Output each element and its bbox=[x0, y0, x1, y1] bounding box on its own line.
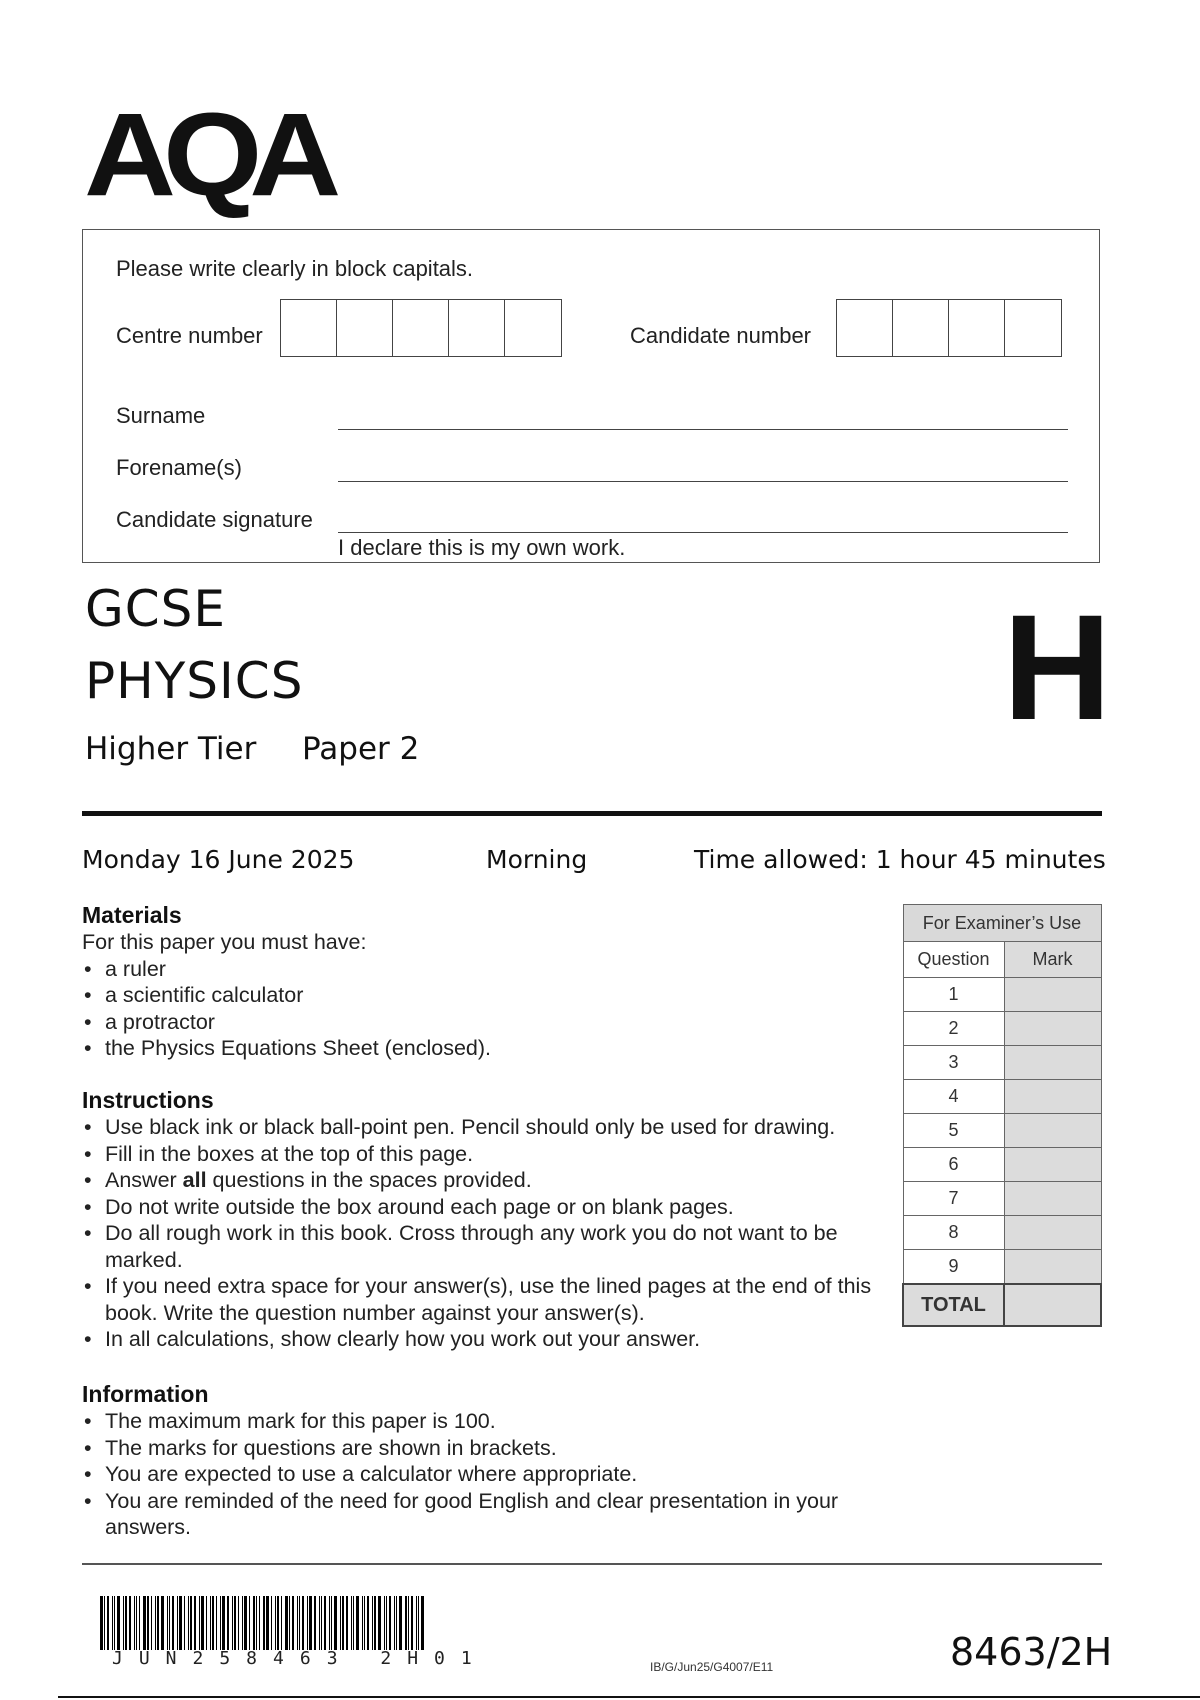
information-item: • You are expected to use a calculator where appropriate. bbox=[82, 1461, 882, 1488]
barcode-bar bbox=[297, 1596, 298, 1650]
mark-cell bbox=[1004, 1114, 1101, 1148]
total-label: TOTAL bbox=[903, 1284, 1004, 1326]
question-number: 4 bbox=[903, 1080, 1004, 1114]
information-heading: Information bbox=[82, 1381, 209, 1407]
paper-reference: IB/G/Jun25/G4007/E11 bbox=[650, 1660, 774, 1674]
barcode-bar bbox=[253, 1596, 255, 1650]
instructions-section bbox=[82, 1087, 882, 1353]
barcode-bar bbox=[334, 1596, 337, 1650]
candidate-number-digit[interactable] bbox=[949, 300, 1005, 356]
centre-number-digit[interactable] bbox=[505, 300, 561, 356]
instructions-heading: Instructions bbox=[82, 1087, 214, 1113]
barcode-bar bbox=[201, 1596, 204, 1650]
barcode-bar bbox=[190, 1596, 192, 1650]
barcode-bar bbox=[184, 1596, 185, 1650]
candidate-number-label: Candidate number bbox=[630, 323, 812, 348]
barcode-bar bbox=[362, 1596, 363, 1650]
barcode-bar bbox=[161, 1596, 164, 1650]
barcode-bar bbox=[319, 1596, 320, 1650]
mark-cell bbox=[1004, 1182, 1101, 1216]
barcode-bar bbox=[242, 1596, 243, 1650]
forenames-field[interactable] bbox=[338, 481, 1068, 482]
candidate-number-digit[interactable] bbox=[893, 300, 949, 356]
mark-cell bbox=[1004, 1250, 1101, 1285]
barcode-bar bbox=[356, 1596, 359, 1650]
barcode-bar bbox=[169, 1596, 170, 1650]
barcode-bar bbox=[227, 1596, 229, 1650]
materials-heading: Materials bbox=[82, 902, 182, 928]
barcode-bar bbox=[266, 1596, 269, 1650]
barcode-bar bbox=[275, 1596, 276, 1650]
barcode-bar bbox=[167, 1596, 168, 1650]
instruction-item: • Answer all questions in the spaces provided. bbox=[82, 1167, 882, 1194]
barcode-bar bbox=[194, 1596, 196, 1650]
barcode-bar bbox=[220, 1596, 221, 1650]
barcode-bar bbox=[307, 1596, 308, 1650]
mark-cell bbox=[1004, 1148, 1101, 1182]
barcode-bar bbox=[222, 1596, 225, 1650]
footer-divider bbox=[82, 1563, 1102, 1565]
centre-number-digit[interactable] bbox=[281, 300, 337, 356]
instruction-item: • Do not write outside the box around each page or on blank pages. bbox=[82, 1194, 882, 1221]
question-number: 3 bbox=[903, 1046, 1004, 1080]
question-number: 9 bbox=[903, 1250, 1004, 1285]
subject-title: PHYSICS bbox=[85, 652, 304, 710]
declaration-text: I declare this is my own work. bbox=[338, 535, 626, 560]
candidate-number-digit[interactable] bbox=[837, 300, 893, 356]
barcode-bar bbox=[421, 1596, 424, 1650]
page-bottom-rule bbox=[58, 1696, 1200, 1698]
question-number: 8 bbox=[903, 1216, 1004, 1250]
question-column-header: Question bbox=[903, 942, 1004, 978]
materials-item: • a ruler bbox=[82, 956, 882, 983]
surname-field[interactable] bbox=[338, 429, 1068, 430]
candidate-number-field[interactable] bbox=[836, 299, 1062, 357]
question-number: 5 bbox=[903, 1114, 1004, 1148]
mark-column-header: Mark bbox=[1004, 942, 1101, 978]
aqa-logo: AQA bbox=[84, 89, 329, 221]
barcode-bar bbox=[212, 1596, 214, 1650]
barcode-bar bbox=[302, 1596, 304, 1650]
barcode-bar bbox=[396, 1596, 397, 1650]
barcode-bar bbox=[418, 1596, 419, 1650]
barcode-bar bbox=[299, 1596, 300, 1650]
information-section bbox=[82, 1381, 882, 1541]
barcode-bar bbox=[289, 1596, 290, 1650]
barcode-bar bbox=[123, 1596, 124, 1650]
question-number: 6 bbox=[903, 1148, 1004, 1182]
materials-item: • a scientific calculator bbox=[82, 982, 882, 1009]
barcode-bar bbox=[244, 1596, 247, 1650]
barcode-bar bbox=[321, 1596, 322, 1650]
materials-section bbox=[82, 902, 882, 1062]
barcode-bar bbox=[405, 1596, 407, 1650]
barcode-bar bbox=[129, 1596, 131, 1650]
barcode-bar bbox=[216, 1596, 217, 1650]
barcode-bar bbox=[285, 1596, 288, 1650]
signature-field[interactable] bbox=[338, 532, 1068, 533]
instructions-list bbox=[82, 1114, 882, 1353]
barcode-bar bbox=[281, 1596, 282, 1650]
barcode-bar bbox=[277, 1596, 279, 1650]
barcode-bar bbox=[136, 1596, 137, 1650]
instruction-item: • Do all rough work in this book. Cross through any work you do not want to be marked. bbox=[82, 1220, 882, 1273]
question-number: 1 bbox=[903, 978, 1004, 1012]
barcode-bar bbox=[114, 1596, 115, 1650]
barcode-bar bbox=[155, 1596, 156, 1650]
instruction-item: • In all calculations, show clearly how you work out your answer. bbox=[82, 1326, 882, 1353]
barcode-bar bbox=[234, 1596, 236, 1650]
barcode-bar bbox=[309, 1596, 312, 1650]
barcode-bar bbox=[389, 1596, 391, 1650]
information-item: • The marks for questions are shown in brackets. bbox=[82, 1435, 882, 1462]
forenames-label: Forename(s) bbox=[116, 455, 242, 480]
barcode-bar bbox=[263, 1596, 265, 1650]
barcode-bar bbox=[249, 1596, 250, 1650]
barcode-bar bbox=[399, 1596, 402, 1650]
materials-intro: For this paper you must have: bbox=[82, 930, 367, 954]
barcode-bar bbox=[147, 1596, 149, 1650]
barcode-bar bbox=[125, 1596, 127, 1650]
barcode-bar bbox=[342, 1596, 344, 1650]
barcode-bar bbox=[384, 1596, 385, 1650]
barcode-bar bbox=[416, 1596, 417, 1650]
barcode-bar bbox=[177, 1596, 178, 1650]
barcode-bar bbox=[139, 1596, 140, 1650]
barcode-bar bbox=[104, 1596, 105, 1650]
instruction-item: • If you need extra space for your answer(s), use the lined pages at the end of this book. Write the question number against your answer(s). bbox=[82, 1273, 882, 1326]
barcode-bar bbox=[408, 1596, 409, 1650]
barcode-bar bbox=[172, 1596, 174, 1650]
barcode-bar bbox=[117, 1596, 120, 1650]
barcode-bar bbox=[238, 1596, 239, 1650]
centre-number-label: Centre number bbox=[116, 323, 263, 348]
barcode-bar bbox=[206, 1596, 207, 1650]
barcode-bar bbox=[188, 1596, 189, 1650]
instruction-item: • Use black ink or black ball-point pen. Pencil should only be used for drawing. bbox=[82, 1114, 882, 1141]
question-number: 7 bbox=[903, 1182, 1004, 1216]
barcode-bar bbox=[107, 1596, 109, 1650]
barcode-bar bbox=[199, 1596, 200, 1650]
total-mark-cell bbox=[1004, 1284, 1101, 1326]
barcode-bar bbox=[329, 1596, 330, 1650]
tier-letter: H bbox=[1003, 583, 1112, 751]
mark-cell bbox=[1004, 978, 1101, 1012]
candidate-number-digit[interactable] bbox=[1005, 300, 1061, 356]
barcode-bar bbox=[134, 1596, 135, 1650]
examiners-use-table bbox=[902, 904, 1102, 1327]
mark-cell bbox=[1004, 1046, 1101, 1080]
materials-list bbox=[82, 956, 882, 1062]
barcode-bar bbox=[151, 1596, 152, 1650]
surname-label: Surname bbox=[116, 403, 206, 428]
barcode-bar bbox=[331, 1596, 332, 1650]
barcode-bar bbox=[292, 1596, 294, 1650]
barcode-bar bbox=[324, 1596, 326, 1650]
barcode-bar bbox=[353, 1596, 354, 1650]
barcode-bar bbox=[351, 1596, 352, 1650]
materials-item: • a protractor bbox=[82, 1009, 882, 1036]
paper-code: 8463/2H bbox=[950, 1630, 1113, 1674]
barcode-bar bbox=[314, 1596, 316, 1650]
barcode-bar bbox=[346, 1596, 348, 1650]
exam-date: Monday 16 June 2025 bbox=[82, 845, 355, 874]
barcode-bar bbox=[411, 1596, 413, 1650]
instruction-item: • Fill in the boxes at the top of this page. bbox=[82, 1141, 882, 1168]
barcode-bar bbox=[157, 1596, 159, 1650]
barcode-bar bbox=[143, 1596, 146, 1650]
mark-cell bbox=[1004, 1216, 1101, 1250]
tier-label: Higher Tier bbox=[85, 731, 257, 767]
examiners-use-heading: For Examiner’s Use bbox=[903, 905, 1101, 942]
question-number: 2 bbox=[903, 1012, 1004, 1046]
mark-cell bbox=[1004, 1012, 1101, 1046]
centre-number-digit[interactable] bbox=[393, 300, 449, 356]
barcode bbox=[100, 1596, 510, 1650]
information-item: • You are reminded of the need for good English and clear presentation in your answers. bbox=[82, 1488, 882, 1541]
signature-label: Candidate signature bbox=[116, 507, 313, 532]
paper-label: Paper 2 bbox=[302, 731, 420, 767]
exam-session: Morning bbox=[486, 845, 588, 874]
barcode-bar bbox=[394, 1596, 395, 1650]
centre-number-field[interactable] bbox=[280, 299, 562, 357]
qualification-title: GCSE bbox=[85, 580, 226, 638]
barcode-bar bbox=[340, 1596, 341, 1650]
barcode-bar bbox=[259, 1596, 260, 1650]
mark-cell bbox=[1004, 1080, 1101, 1114]
information-item: • The maximum mark for this paper is 100. bbox=[82, 1408, 882, 1435]
barcode-text: JUN258463 2H01 bbox=[112, 1648, 488, 1669]
barcode-bar bbox=[271, 1596, 272, 1650]
barcode-bar bbox=[372, 1596, 373, 1650]
barcode-bar bbox=[232, 1596, 233, 1650]
barcode-bar bbox=[367, 1596, 369, 1650]
barcode-bar bbox=[364, 1596, 365, 1650]
barcode-bar bbox=[179, 1596, 182, 1650]
centre-number-digit[interactable] bbox=[449, 300, 505, 356]
centre-number-digit[interactable] bbox=[337, 300, 393, 356]
title-divider bbox=[82, 811, 1102, 816]
barcode-bar bbox=[210, 1596, 211, 1650]
information-list bbox=[82, 1408, 882, 1541]
barcode-bar bbox=[386, 1596, 387, 1650]
barcode-bar bbox=[378, 1596, 381, 1650]
barcode-bar bbox=[374, 1596, 376, 1650]
materials-item: • the Physics Equations Sheet (enclosed). bbox=[82, 1035, 882, 1062]
barcode-bar bbox=[256, 1596, 257, 1650]
barcode-bar bbox=[100, 1596, 103, 1650]
time-allowed: Time allowed: 1 hour 45 minutes bbox=[694, 845, 1106, 874]
block-capitals-instruction: Please write clearly in block capitals. bbox=[116, 256, 474, 281]
barcode-bar bbox=[112, 1596, 113, 1650]
